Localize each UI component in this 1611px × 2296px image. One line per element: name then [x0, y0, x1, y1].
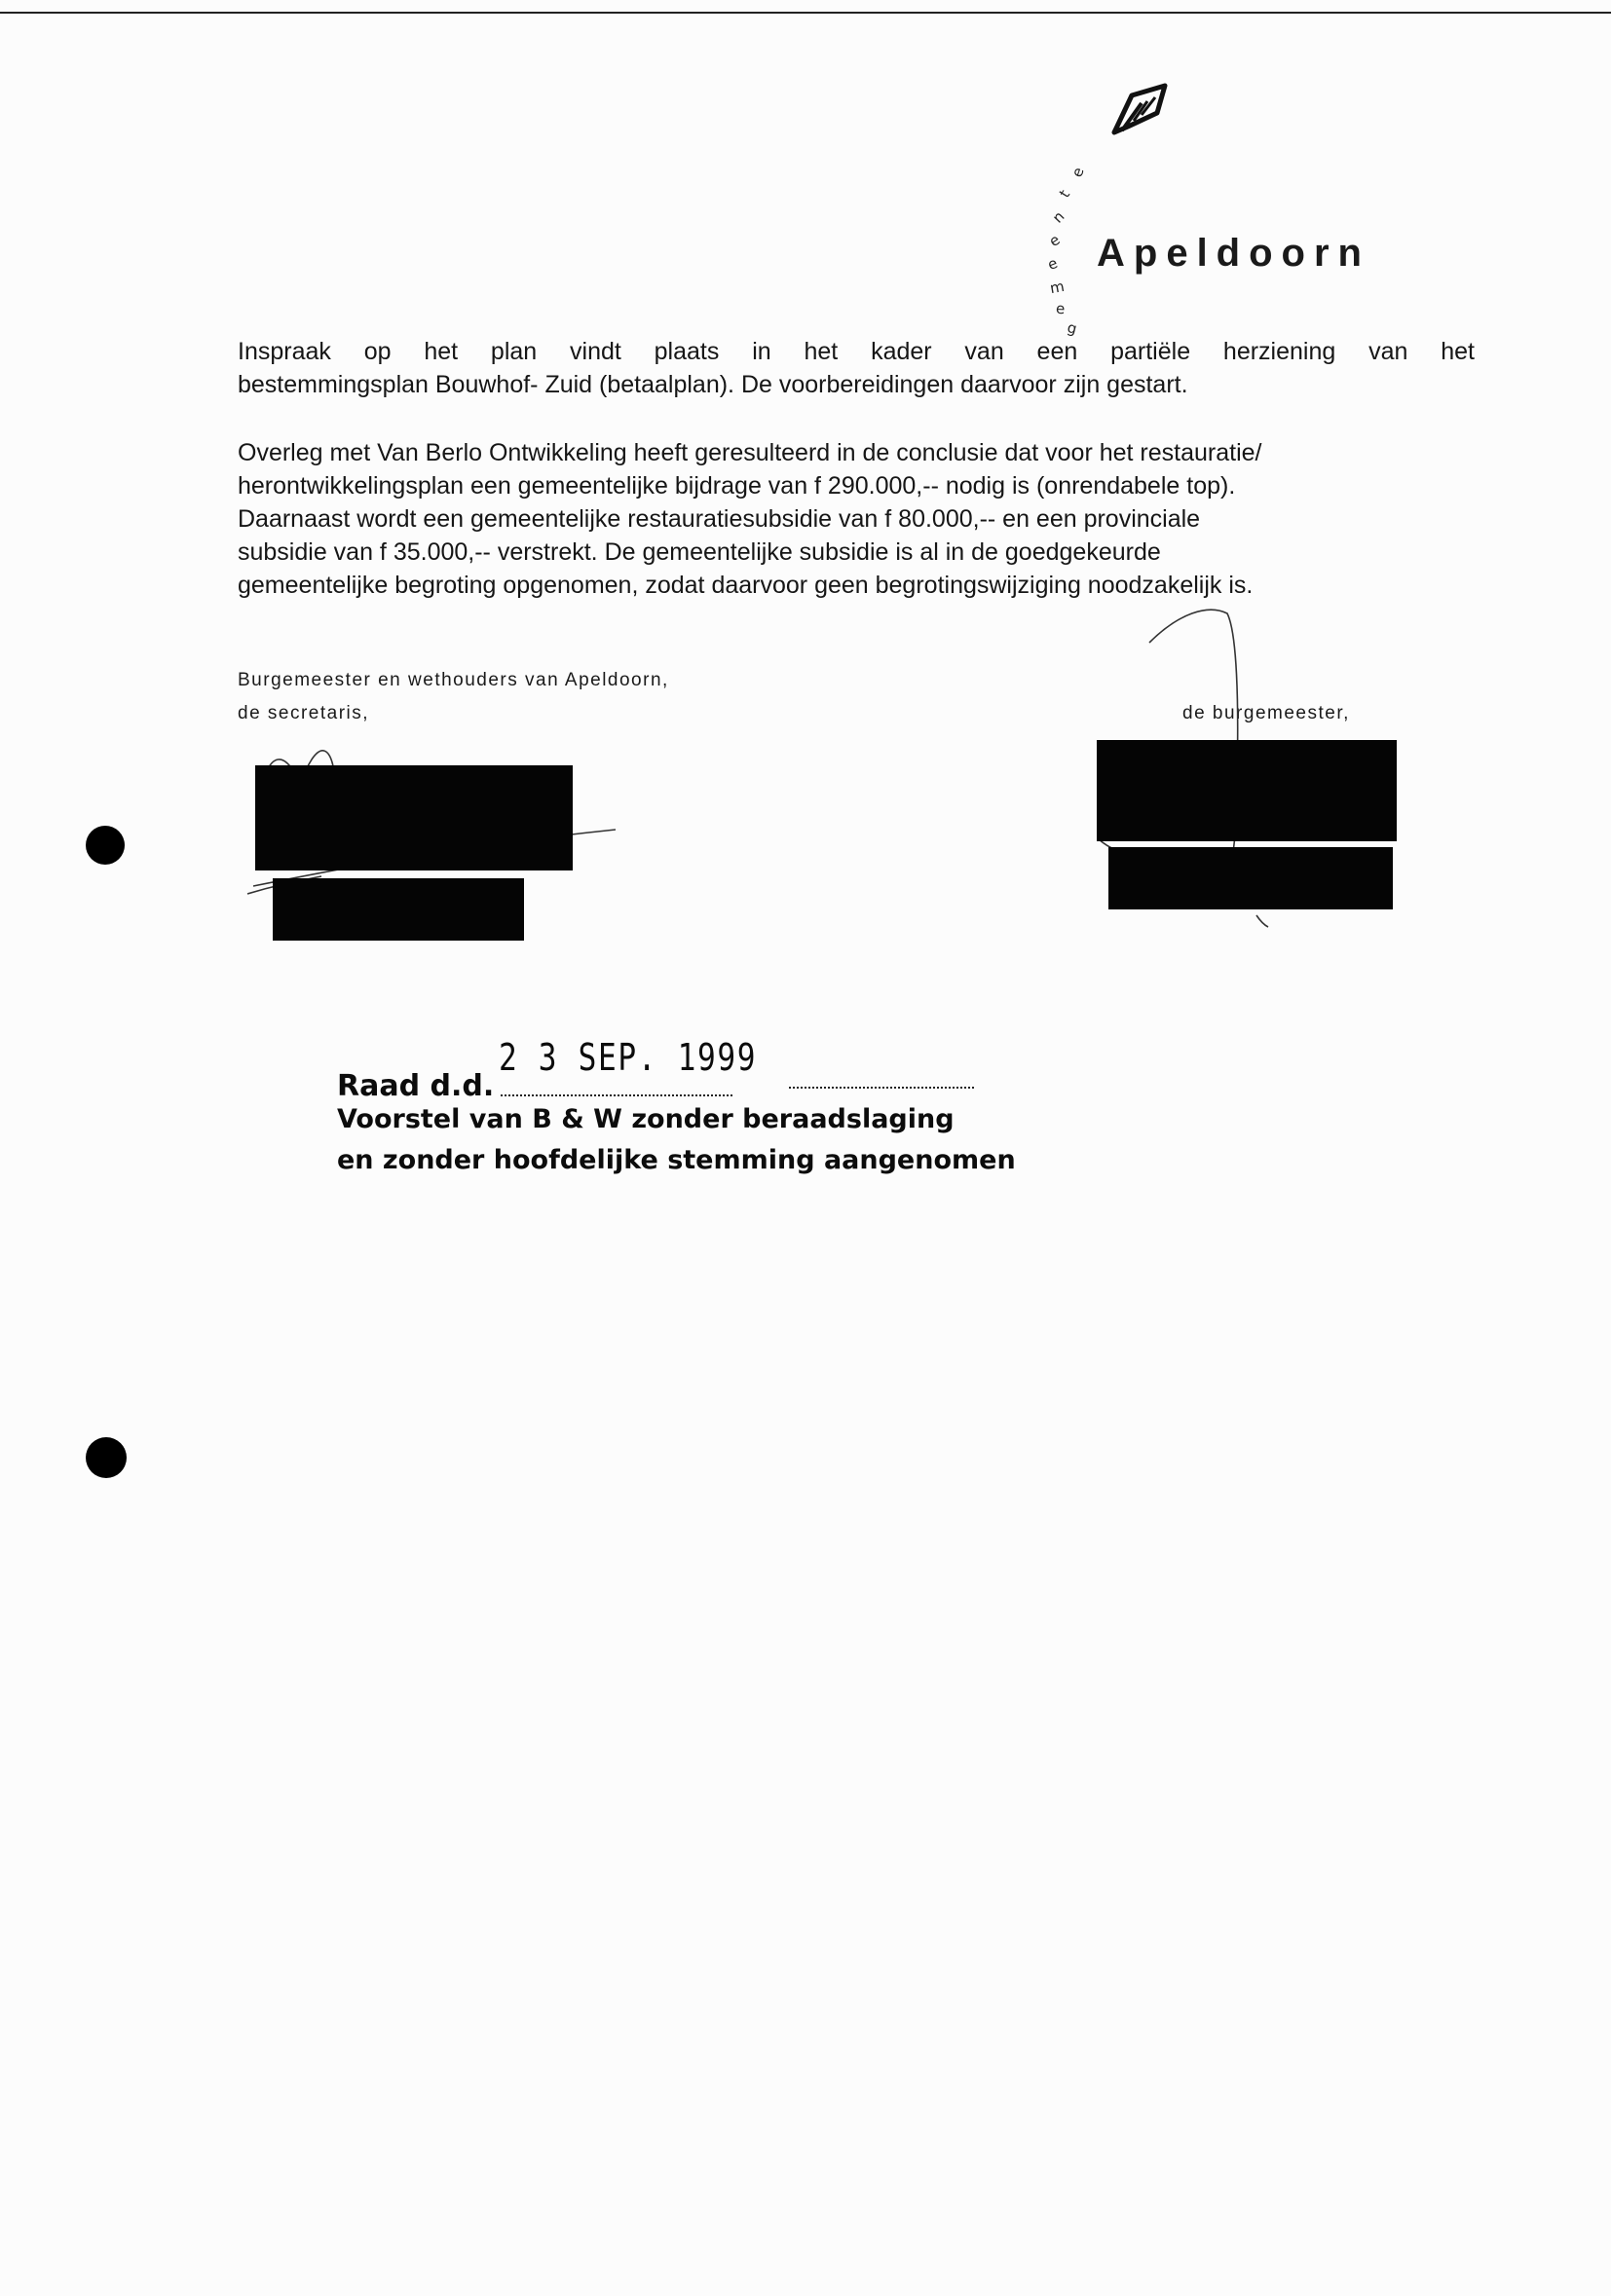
paragraph-line: Daarnaast wordt een gemeentelijke restauratiesubsidie van f 80.000,-- en een provinciale [238, 505, 1201, 533]
board-line: Burgemeester en wethouders van Apeldoorn, [238, 670, 669, 690]
punch-hole [86, 826, 125, 865]
redaction-box [1097, 740, 1397, 841]
top-border-line [0, 12, 1611, 14]
secretary-label: de secretaris, [238, 703, 370, 723]
paragraph-line: subsidie van f 35.000,-- verstrekt. De gemeentelijke subsidie is al in de goedgekeurde [238, 538, 1161, 566]
stamp-line-2: Voorstel van B & W zonder beraadslaging [337, 1104, 955, 1134]
leaf-logo-icon [1108, 82, 1171, 144]
council-label: Raad d.d. [337, 1069, 495, 1103]
mayor-label: de burgemeester, [1182, 703, 1350, 723]
paragraph-line: herontwikkelingsplan een gemeentelijke bijdrage van f 290.000,-- nodig is (onrendabele top). [238, 472, 1236, 500]
paragraph-inspraak [238, 335, 1475, 401]
council-date: 2 3 SEP. 1999 [499, 1036, 758, 1079]
redaction-box [255, 765, 573, 870]
paragraph-line: Inspraak op het plan vindt plaats in het kader van een partiële herziening van het [238, 338, 1475, 365]
redaction-box [273, 878, 524, 941]
paragraph-line: Overleg met Van Berlo Ontwikkeling heeft geresulteerd in de conclusie dat voor het restauratie/ [238, 439, 1262, 466]
redaction-box [1108, 847, 1393, 909]
blank-dotted-line [789, 1087, 974, 1089]
paragraph-line: bestemmingsplan Bouwhof- Zuid (betaalplan). De voorbereidingen daarvoor zijn gestart. [238, 371, 1188, 398]
paragraph-line: gemeentelijke begroting opgenomen, zodat daarvoor geen begrotingswijziging noodzakelijk is. [238, 572, 1254, 599]
stamp-line-3: en zonder hoofdelijke stemming aangenomen [337, 1145, 1016, 1175]
gemeente-arc-text: e t n e e m e g [1044, 165, 1088, 338]
date-dotted-line [501, 1094, 732, 1096]
paragraph-overleg [238, 436, 1436, 602]
org-name: Apeldoorn [1097, 232, 1370, 275]
punch-hole [86, 1437, 127, 1478]
